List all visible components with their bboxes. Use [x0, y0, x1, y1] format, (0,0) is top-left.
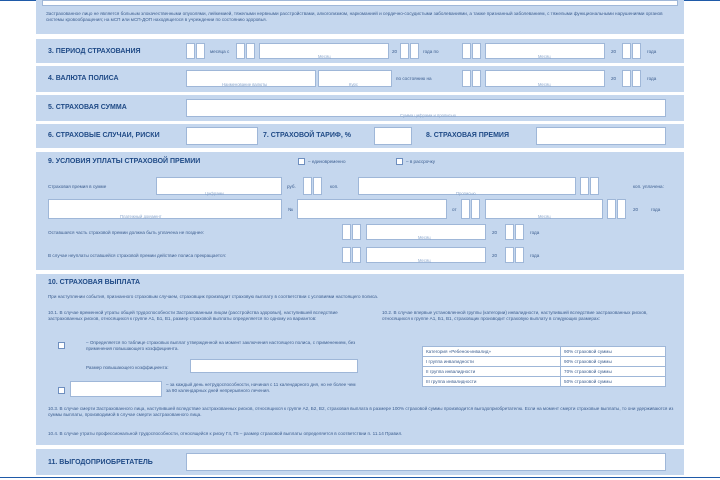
- once-checkbox[interactable]: [298, 158, 305, 165]
- nonpay-year-1[interactable]: [505, 247, 514, 263]
- percent-cell: 90% страховой суммы: [561, 357, 666, 367]
- option-b-text: – за каждый день нетрудоспособности, начиная с 11 календарного дня, но не более чем за 90 календарных дней непрерывного лечения.: [166, 382, 356, 393]
- remaining-day-1[interactable]: [342, 224, 351, 240]
- payment-year-2[interactable]: [617, 199, 626, 219]
- payout-10-1: 10.1. В случае временной утраты общей трудоспособности Застрахованным лицом (расстройства здоровья), наступившей вследствие застрахованных рисков, относящихся к группе А1, Б1, В1, размер страховой выплаты определяется по одному из вариантов:: [48, 310, 338, 321]
- category-cell: II группа инвалидности: [423, 367, 561, 377]
- period-from-day-1[interactable]: [236, 43, 245, 59]
- period-from-month-hint: Месяц: [318, 54, 331, 59]
- percent-cell: 90% страховой суммы: [561, 347, 666, 357]
- remaining-month-hint: Месяц: [418, 235, 431, 240]
- payout-10-3: 10.3. В случае смерти Застрахованного лица, наступившей вследствие застрахованных рисков, относящихся к группе А2, Б2, В2, страховая выплата в размере 100% страховой суммы производится выгодоприобретателю. Если на момент смерти страховые выплаты, то они удерживаются из суммы выплаты, производимой в случае смерти застрахованного лица.: [48, 406, 674, 417]
- category-cell: III группа инвалидности: [423, 377, 561, 387]
- percent-cell: 70% страховой суммы: [561, 367, 666, 377]
- nonpay-month-hint: Месяц: [418, 258, 431, 263]
- payment-number-field[interactable]: [297, 199, 447, 219]
- table-row: [423, 347, 666, 357]
- period-from-word: месяца с: [210, 49, 230, 54]
- option-b-checkbox[interactable]: [58, 387, 65, 394]
- tariff-label: 7. СТРАХОВОЙ ТАРИФ, %: [263, 132, 351, 139]
- currency-goda: года: [647, 76, 657, 81]
- tariff-field[interactable]: [374, 127, 412, 145]
- premium-digits-hint: Цифрами: [205, 191, 224, 196]
- payment-ot: от: [452, 207, 457, 212]
- payment-no: №: [288, 207, 293, 212]
- period-to-day-2[interactable]: [472, 43, 481, 59]
- remaining-year-2[interactable]: [515, 224, 524, 240]
- payment-20: 20: [633, 207, 639, 212]
- period-goda: года: [647, 49, 657, 54]
- bottom-border: [0, 477, 720, 478]
- remaining-goda: года: [530, 230, 540, 235]
- payment-day-1[interactable]: [461, 199, 470, 219]
- beneficiary-label: 11. ВЫГОДОПРИОБРЕТАТЕЛЬ: [48, 459, 153, 466]
- period-to-day-1[interactable]: [462, 43, 471, 59]
- nonpay-day-1[interactable]: [342, 247, 351, 263]
- once-label: – единовременно: [308, 159, 346, 164]
- currency-20: 20: [611, 76, 617, 81]
- payment-month-hint: Месяц: [538, 214, 551, 219]
- remaining-day-2[interactable]: [352, 224, 361, 240]
- period-months-field-2[interactable]: [196, 43, 205, 59]
- sum-label: 5. СТРАХОВАЯ СУММА: [48, 104, 127, 111]
- coefficient-field[interactable]: [190, 359, 358, 373]
- category-cell: I группа инвалидности: [423, 357, 561, 367]
- nonpay-year-2[interactable]: [515, 247, 524, 263]
- currency-rate-hint: Курс: [349, 82, 358, 87]
- option-b-amount-field[interactable]: [70, 381, 162, 397]
- payment-terms-label: 9. УСЛОВИЯ УПЛАТЫ СТРАХОВОЙ ПРЕМИИ: [48, 158, 201, 165]
- disability-table: [422, 346, 666, 387]
- payment-document-hint: Платежный документ: [120, 214, 162, 219]
- period-20-b: 20: [611, 49, 617, 54]
- option-a-checkbox[interactable]: [58, 342, 65, 349]
- installments-checkbox[interactable]: [396, 158, 403, 165]
- currency-year-1[interactable]: [622, 70, 631, 87]
- currency-label: 4. ВАЛЮТА ПОЛИСА: [48, 75, 119, 82]
- sum-hint: Сумма цифрами и прописью: [400, 113, 456, 118]
- table-row: [423, 367, 666, 377]
- top-field[interactable]: [42, 0, 678, 6]
- currency-name-hint: Наименование валюты: [222, 82, 268, 87]
- period-label: 3. ПЕРИОД СТРАХОВАНИЯ: [48, 48, 141, 55]
- risks-field[interactable]: [186, 127, 258, 145]
- percent-cell: 50% страховой суммы: [561, 377, 666, 387]
- remaining-year-1[interactable]: [505, 224, 514, 240]
- option-a-text: – Определяется по таблице страховых выплат утвержденной на момент заключения настоящего полиса, с применением, без применения повышающего коэффициента.: [86, 340, 356, 351]
- payment-goda: года: [651, 207, 661, 212]
- currency-day-1[interactable]: [462, 70, 471, 87]
- period-months-field-1[interactable]: [186, 43, 195, 59]
- remaining-text: Оставшаяся часть страховой премии должна быть уплачена не позднее:: [48, 230, 205, 235]
- period-to-year-1[interactable]: [622, 43, 631, 59]
- category-cell: Категория «Ребенок-инвалид»: [423, 347, 561, 357]
- coefficient-label: Размер повышающего коэффициента:: [86, 365, 169, 370]
- premium-paid: коп. уплачена:: [633, 184, 664, 189]
- payout-10-4: 10.4. В случае утраты профессиональной трудоспособности, относящейся к риску Г4, Г5 – размер страховой выплаты определяется в соответствии п. 11.14 Правил.: [48, 431, 403, 436]
- beneficiary-field[interactable]: [186, 453, 666, 471]
- risks-label: 6. СТРАХОВЫЕ СЛУЧАИ, РИСКИ: [48, 132, 160, 139]
- installments-label: – в рассрочку: [406, 159, 436, 164]
- period-20-a: 20: [392, 49, 398, 54]
- premium-kop2-1[interactable]: [580, 177, 589, 195]
- premium-kop2-2[interactable]: [590, 177, 599, 195]
- period-from-day-2[interactable]: [246, 43, 255, 59]
- period-goda-po: года по: [423, 49, 439, 54]
- nonpayment-text: В случае неуплаты оставшейся страховой премии действие полиса прекращается:: [48, 253, 226, 258]
- table-row: [423, 377, 666, 387]
- currency-state-word: по состоянию на: [396, 76, 432, 81]
- remaining-20: 20: [492, 230, 498, 235]
- payment-year-1[interactable]: [607, 199, 616, 219]
- currency-month-hint: Месяц: [538, 82, 551, 87]
- premium-kop-1[interactable]: [303, 177, 312, 195]
- currency-day-2[interactable]: [472, 70, 481, 87]
- payment-document-field[interactable]: [48, 199, 282, 219]
- period-to-year-2[interactable]: [632, 43, 641, 59]
- period-from-year-2[interactable]: [410, 43, 419, 59]
- premium-label: 8. СТРАХОВАЯ ПРЕМИЯ: [426, 132, 509, 139]
- table-row: [423, 357, 666, 367]
- nonpay-20: 20: [492, 253, 498, 258]
- payment-day-2[interactable]: [471, 199, 480, 219]
- payout-label: 10. СТРАХОВАЯ ВЫПЛАТА: [48, 279, 141, 286]
- payout-intro: При наступлении события, признанного страховым случаем, страховщик производит страховую выплату в соответствии с условиями настоящего полиса.: [48, 294, 379, 299]
- nonpay-goda: года: [530, 253, 540, 258]
- payout-10-2: 10.2. В случае впервые установленной группы (категории) инвалидности, наступившей вследствие застрахованных рисков, относящихся к группе А1, Б1, В1, страховщик производит страховую выплату в следующих размерах:: [382, 310, 648, 321]
- nonpay-day-2[interactable]: [352, 247, 361, 263]
- currency-year-2[interactable]: [632, 70, 641, 87]
- premium-words-hint: Прописью: [456, 191, 476, 196]
- period-from-year-1[interactable]: [400, 43, 409, 59]
- premium-field[interactable]: [536, 127, 666, 145]
- period-to-month-hint: Месяц: [538, 54, 551, 59]
- premium-amount-word: Страховая премия в сумме: [48, 184, 107, 189]
- premium-kop: коп.: [330, 184, 339, 189]
- premium-kop-2[interactable]: [313, 177, 322, 195]
- premium-rub: руб.: [287, 184, 296, 189]
- health-note: Застрахованное лицо не является больным злокачественными опухолями, лейкемией, тяжелыми нервными расстройствами, алкоголизмом, наркоманией и сердечно-сосудистыми заболеваниями, а также признанный заболеванием, с тяжелыми функциональными нарушениями органов системы кровообращения; на мСП или мСП-ДОП находящегося в учреждении по состоянию здоровья.: [46, 11, 663, 22]
